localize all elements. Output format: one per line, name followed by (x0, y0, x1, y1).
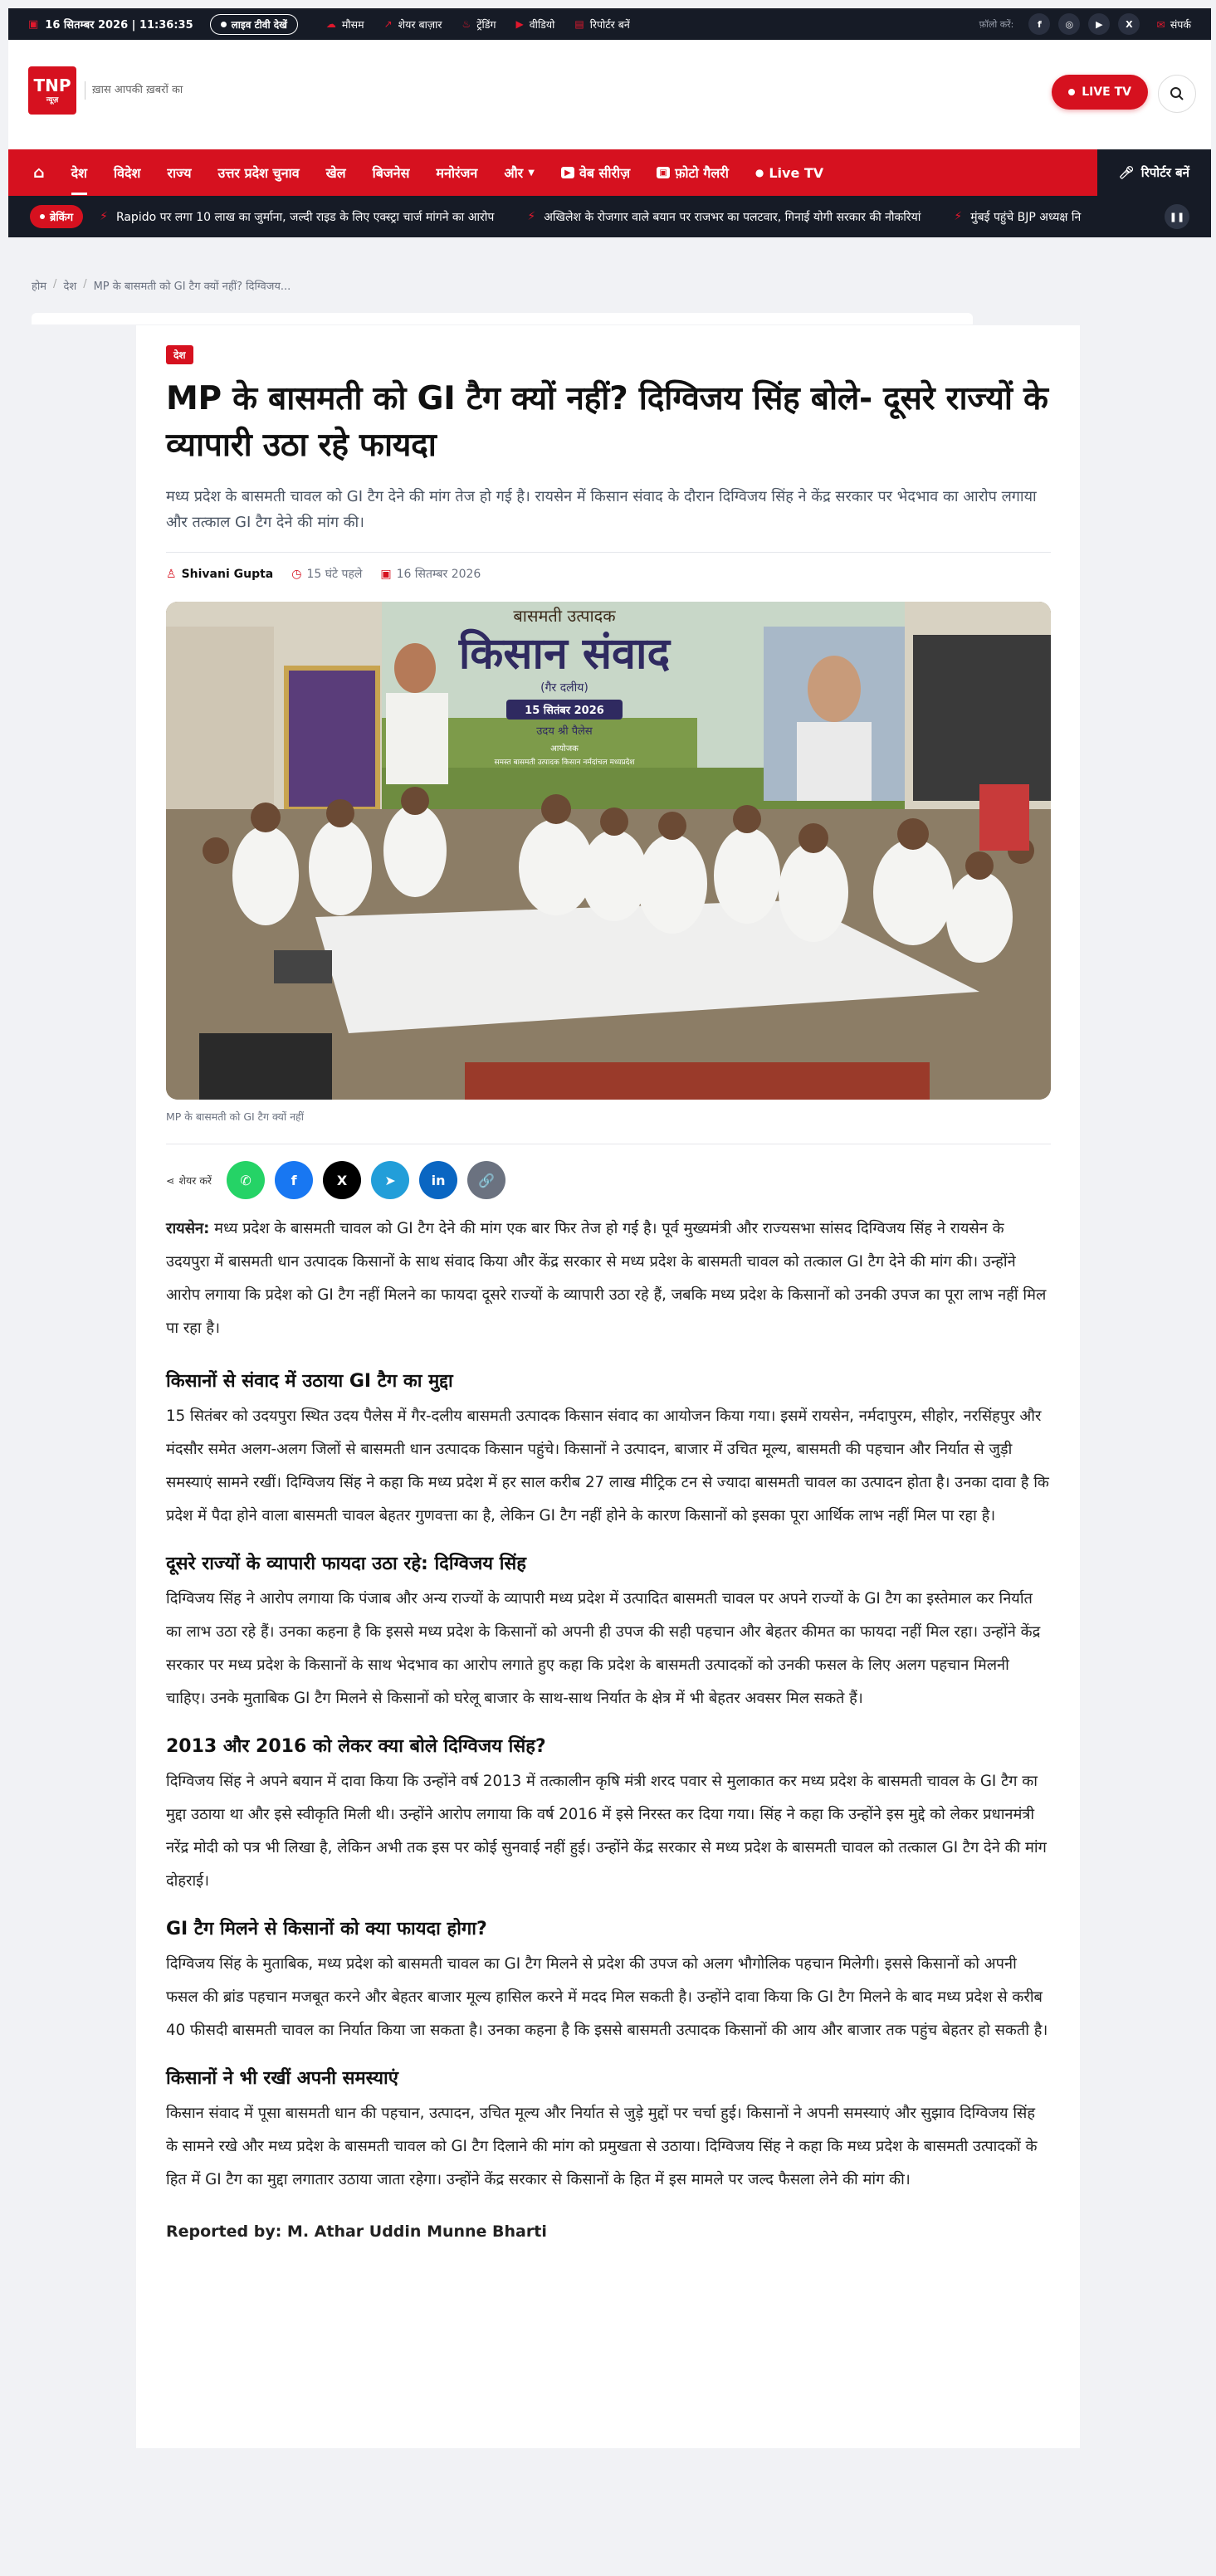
user-icon: ♙ (166, 567, 177, 581)
breadcrumb-current: MP के बासमती को GI टैग क्यों नहीं? दिग्विजय... (93, 281, 291, 293)
nav-photo-gallery-label: फ़ोटो गैलरी (675, 165, 729, 181)
fire-icon: ♨ (461, 18, 471, 30)
article-body (166, 1212, 1051, 2248)
youtube-icon[interactable]: ▶ (1088, 13, 1110, 35)
site-tagline: ख़ास आपकी ख़बरों का (85, 81, 183, 100)
ticker-item[interactable] (954, 209, 1081, 225)
share-icon: ⋖ (166, 1173, 175, 1187)
top-link-video[interactable] (516, 17, 555, 32)
file-icon: ▤ (574, 18, 584, 30)
article-title: MP के बासमती को GI टैग क्यों नहीं? दिग्विजय सिंह बोले- दूसरे राज्यों के व्यापारी उठा रहे फायदा (166, 380, 1048, 464)
become-reporter-label: रिपोर्टर बनें (1140, 165, 1189, 180)
ticker-text: अखिलेश के रोजगार वाले बयान पर राजभर का पलटवार, गिनाई योगी सरकार की नौकरियां (544, 210, 921, 224)
search-icon (1170, 86, 1184, 101)
banner-line-1: बासमती उत्पादक (513, 606, 616, 626)
article-photo-image (166, 602, 1051, 1100)
nav-item-desh[interactable]: देश (71, 165, 87, 181)
live-dot-icon: ● (755, 167, 764, 178)
site-logo[interactable] (28, 66, 76, 115)
date-time (28, 17, 193, 32)
nav-item-sports[interactable]: खेल (325, 165, 346, 181)
photo-caption: MP के बासमती को GI टैग क्यों नहीं (166, 1110, 304, 1123)
calendar-icon: ▣ (28, 17, 39, 31)
nav-item-web-series[interactable] (561, 163, 630, 182)
image-badge-icon: ▣ (657, 167, 670, 178)
watch-live-tv-pill[interactable] (210, 14, 298, 35)
nav-item-videsh[interactable]: विदेश (114, 165, 141, 181)
x-share-button[interactable]: X (323, 1161, 361, 1199)
top-link-become-reporter[interactable] (574, 17, 630, 32)
instagram-icon[interactable]: ◎ (1058, 13, 1080, 35)
top-link-stock-market[interactable] (384, 17, 442, 32)
nav-item-photo-gallery[interactable] (657, 163, 729, 182)
video-icon: ▶ (515, 18, 524, 30)
share-label (166, 1173, 212, 1188)
share-label-text: शेयर करें (178, 1173, 212, 1187)
breadcrumb (32, 278, 291, 293)
pause-ticker-button[interactable] (1165, 204, 1189, 229)
nav-item-live-tv[interactable] (755, 165, 823, 181)
lead-place: रायसेन: (166, 1220, 210, 1237)
top-link-label: शेयर बाज़ार (398, 17, 442, 31)
x-icon[interactable]: X (1118, 13, 1140, 35)
breaking-ticker (100, 209, 1137, 225)
clock-icon: ◷ (291, 568, 302, 581)
ticker-text: मुंबई पहुंचे BJP अध्यक्ष नि (970, 210, 1082, 224)
ticker-text: Rapido पर लगा 10 लाख का जुर्माना, जल्दी राइड के लिए एक्स्ट्रा चार्ज मांगने का आरोप (115, 210, 495, 224)
main-nav (8, 149, 1211, 196)
section-paragraph: 15 सितंबर को उदयपुरा स्थित उदय पैलेस में गैर-दलीय बासमती उत्पादक किसान संवाद का आयोजन किया गया। इसमें रायसेन, नर्मदापुरम, सीहोर, नरसिंहपुर और मंदसौर समेत अलग-अलग जिलों से बासमती धान उत्पादक किसान पहुंचे। किसानों ने उत्पादन, बाजार में उचित मूल्य, बासमती की पहचान और निर्यात से जुड़ी समस्याएं सामने रखीं। दिग्विजय सिंह ने कहा कि मध्य प्रदेश में हर साल करीब 27 लाख मीट्रिक टन से ज्यादा बासमती चावल का उत्पादन होता है। उनका दावा है कि प्रदेश में पैदा होने वाला बासमती चावल बेहतर गुणवत्ता का है, लेकिन GI टैग नहीं होने के कारण किसानों को इसका पूरा आर्थिक लाभ नहीं मिल पा रहा है। (166, 1408, 1049, 1525)
follow-label: फ़ॉलो करें: (979, 18, 1014, 30)
chevron-down-icon: ▼ (528, 168, 535, 178)
nav-item-rajya[interactable]: राज्य (167, 165, 192, 181)
reported-by: Reported by: M. Athar Uddin Munne Bharti (166, 2222, 547, 2241)
section-heading: किसानों से संवाद में उठाया GI टैग का मुद्दा (166, 1371, 453, 1392)
breadcrumb-separator: / (53, 278, 57, 290)
watch-live-tv-label: लाइव टीवी देखें (231, 18, 287, 31)
play-badge-icon: ▶ (561, 167, 574, 178)
top-link-label: वीडियो (529, 17, 555, 31)
lead-text: मध्य प्रदेश के बासमती चावल को GI टैग देने की मांग एक बार फिर तेज हो गई है। पूर्व मुख्यमंत्री और राज्यसभा सांसद दिग्विजय सिंह ने रायसेन के उदयपुरा में बासमती धान उत्पादक किसानों के साथ संवाद किया और केंद्र सरकार से मध्य प्रदेश के बासमती चावल को तत्काल GI टैग देने की मांग की। उन्होंने आरोप लगाया कि प्रदेश को GI टैग नहीं मिलने का फायदा दूसरे राज्यों के व्यापारी उठा रहे हैं, जबकि मध्य प्रदेश के किसानों को उनकी उपज का पूरा लाभ नहीं मिल पा रहा है। (166, 1220, 1047, 1337)
article-card (136, 325, 1080, 2448)
section-paragraph: दिग्विजय सिंह ने अपने बयान में दावा किया कि उन्होंने वर्ष 2013 में तत्कालीन कृषि मंत्री शरद पवार से मुलाकात कर मध्य प्रदेश के बासमती चावल के GI टैग का मुद्दा उठाया था और इसे स्वीकृति मिली थी। उन्होंने आरोप लगाया कि वर्ष 2016 में इसे निरस्त कर दिया गया। सिंह ने कहा कि उन्होंने इस मुद्दे को लेकर प्रधानमंत्री नरेंद्र मोदी को पत्र भी लिखा है, लेकिन अभी तक इस पर कोई सुनवाई नहीं हुई। उन्होंने केंद्र सरकार से मध्य प्रदेश के बासमती चावल को तत्काल GI टैग देने की मांग दोहराई। (166, 1773, 1047, 1890)
microphone-icon: 🎤︎ (1118, 165, 1135, 180)
banner-line-2: किसान संवाद (458, 629, 671, 679)
calendar-icon: ▣ (380, 568, 392, 581)
section-heading: GI टैग मिलने से किसानों को क्या फायदा होगा? (166, 1919, 487, 1939)
breadcrumb-category[interactable]: देश (63, 281, 77, 293)
top-link-trending[interactable] (461, 17, 496, 32)
bolt-icon: ⚡ (527, 210, 536, 223)
live-tv-label: LIVE TV (1082, 85, 1131, 99)
author-meta[interactable] (166, 568, 273, 581)
nav-web-series-label: वेब सीरीज़ (579, 165, 631, 181)
section-paragraph: दिग्विजय सिंह के मुताबिक, मध्य प्रदेश को बासमती चावल का GI टैग मिलने से प्रदेश की उपज को अलग भौगोलिक पहचान मिलेगी। इससे किसानों को अपनी फसल की ब्रांड पहचान मजबूत करने और बेहतर बाजार मूल्य हासिल करने में मदद मिल सकती है। उन्होंने दावा किया कि GI टैग मिलने के बाद मध्य प्रदेश से करीब 40 फीसदी बासमती चावल का निर्यात किया जा सकता है। उनका कहना है कि इससे बासमती उत्पादक किसानों की आय और बाजार तक पहुंच बेहतर हो सकती है। (166, 1955, 1048, 2039)
nav-item-business[interactable]: बिजनेस (372, 165, 410, 181)
article-lead-paragraph (166, 1212, 1051, 1345)
nav-more-label: और (504, 165, 524, 181)
section-heading: किसानों ने भी रखीं अपनी समस्याएं (166, 2068, 398, 2089)
live-dot-icon (40, 214, 45, 219)
section-paragraph: किसान संवाद में पूसा बासमती धान की पहचान, उत्पादन, उचित मूल्य और निर्यात से जुड़े मुद्दों पर चर्चा हुई। किसानों ने अपनी समस्याएं और सुझाव दिग्विजय सिंह के सामने रखे और मध्य प्रदेश के बासमती चावल को GI टैग दिलाने की मांग को प्रमुखता से उठाया। दिग्विजय सिंह ने कहा कि मध्य प्रदेश के बासमती उत्पादकों के हित में GI टैग का मुद्दा लगातार उठाया जाता रहेगा। उन्होंने केंद्र सरकार से किसानों के हित में इस मामले पर जल्द फैसला लेने की मांग की। (166, 2105, 1038, 2188)
facebook-share-button[interactable]: f (275, 1161, 313, 1199)
divider (166, 552, 1051, 553)
top-link-label: ट्रेंडिंग (476, 17, 496, 31)
ticker-item[interactable] (527, 209, 921, 225)
become-reporter-button[interactable] (1097, 149, 1211, 196)
article-excerpt: मध्य प्रदेश के बासमती चावल को GI टैग देने की मांग तेज हो गई है। रायसेन में किसान संवाद के दौरान दिग्विजय सिंह ने केंद्र सरकार पर भेदभाव का आरोप लगाया और तत्काल GI टैग देने की मांग की। (166, 488, 1037, 531)
top-link-label: रिपोर्टर बनें (589, 17, 630, 31)
ticker-item[interactable] (100, 209, 494, 225)
section-heading: दूसरे राज्यों के व्यापारी फायदा उठा रहे: दिग्विजय सिंह (166, 1554, 526, 1574)
breaking-news-bar (8, 196, 1211, 237)
date-meta (380, 566, 481, 582)
contact-link[interactable] (1156, 17, 1191, 32)
category-badge[interactable]: देश (166, 345, 193, 364)
nav-item-entertainment[interactable]: मनोरंजन (436, 165, 478, 181)
home-icon[interactable]: ⌂ (33, 163, 45, 182)
banner-line-5: उदय श्री पैलेस (536, 725, 593, 738)
chart-icon: ↗ (383, 18, 393, 30)
card-top-strip (32, 313, 973, 324)
linkedin-share-button[interactable]: in (419, 1161, 457, 1199)
search-button[interactable] (1158, 75, 1196, 113)
breadcrumb-home[interactable]: होम (32, 281, 47, 293)
section-heading: 2013 और 2016 को लेकर क्या बोले दिग्विजय सिंह? (166, 1736, 546, 1757)
article-meta (166, 566, 1051, 582)
telegram-share-button[interactable]: ➤ (371, 1161, 409, 1199)
logo-text: TNP (33, 75, 71, 95)
top-link-weather[interactable] (326, 17, 364, 32)
copy-link-button[interactable]: 🔗 (467, 1161, 505, 1199)
site-header (8, 40, 1211, 149)
facebook-icon[interactable]: f (1028, 13, 1050, 35)
cloud-icon: ☁ (325, 18, 336, 30)
time-ago: 15 घंटे पहले (306, 568, 363, 581)
breadcrumb-separator: / (83, 278, 87, 290)
section-paragraph: दिग्विजय सिंह ने आरोप लगाया कि पंजाब और अन्य राज्यों के व्यापारी मध्य प्रदेश में उत्पादित बासमती चावल पर अपने राज्यों के GI टैग का इस्तेमाल कर निर्यात का लाभ उठा रहे हैं। उनका कहना है कि इससे मध्य प्रदेश के किसानों को अपनी ही उपज की सही पहचान और बेहतर कीमत का फायदा नहीं मिल रहा। उन्होंने केंद्र सरकार पर मध्य प्रदेश के किसानों के साथ भेदभाव का आरोप लगाते हुए कहा कि प्रदेश के बासमती उत्पादकों को उनकी फसल के लिए अलग पहचान मिलनी चाहिए। उनके मुताबिक GI टैग मिलने से किसानों को घरेलू बाजार के साथ-साथ निर्यात के क्षेत्र में भी बेहतर अवसर मिल सकते हैं। (166, 1590, 1041, 1707)
logo-subtext: न्यूज़ (46, 95, 59, 105)
breaking-label-text: ब्रेकिंग (50, 212, 74, 224)
live-tv-button[interactable] (1052, 75, 1148, 110)
publish-date: 16 सितम्बर 2026 (396, 568, 481, 581)
nav-live-tv-label: Live TV (769, 164, 824, 181)
top-link-label: मौसम (341, 17, 364, 31)
top-links (326, 17, 630, 32)
breaking-label (30, 205, 83, 228)
banner-line-3: (गैर दलीय) (540, 681, 588, 695)
nav-item-more[interactable] (504, 163, 535, 182)
date-time-text: 16 सितम्बर 2026 | 11:36:35 (45, 19, 193, 32)
article-photo[interactable] (166, 602, 1051, 1100)
bolt-icon: ⚡ (100, 210, 108, 223)
contact-label: संपर्क (1170, 17, 1191, 31)
time-meta (291, 566, 362, 582)
author-name: Shivani Gupta (181, 567, 274, 581)
nav-item-up-election[interactable]: उत्तर प्रदेश चुनाव (217, 165, 300, 181)
banner-line-7: समस्त बासमती उत्पादक किसान नर्मदांचल मध्यप्रदेश (494, 759, 635, 767)
banner-line-6: आयोजक (550, 744, 579, 754)
pause-icon: ❚❚ (1169, 211, 1185, 222)
bolt-icon: ⚡ (954, 210, 963, 223)
banner-line-4: 15 सितंबर 2026 (525, 705, 604, 717)
top-utility-bar (8, 8, 1211, 40)
share-bar (166, 1161, 1051, 1199)
live-dot-icon (221, 22, 227, 27)
article-content (166, 345, 1051, 2248)
top-right-area (979, 13, 1191, 35)
mail-icon: ✉ (1156, 17, 1165, 31)
whatsapp-share-button[interactable]: ✆ (227, 1161, 265, 1199)
live-dot-icon (1068, 89, 1075, 95)
